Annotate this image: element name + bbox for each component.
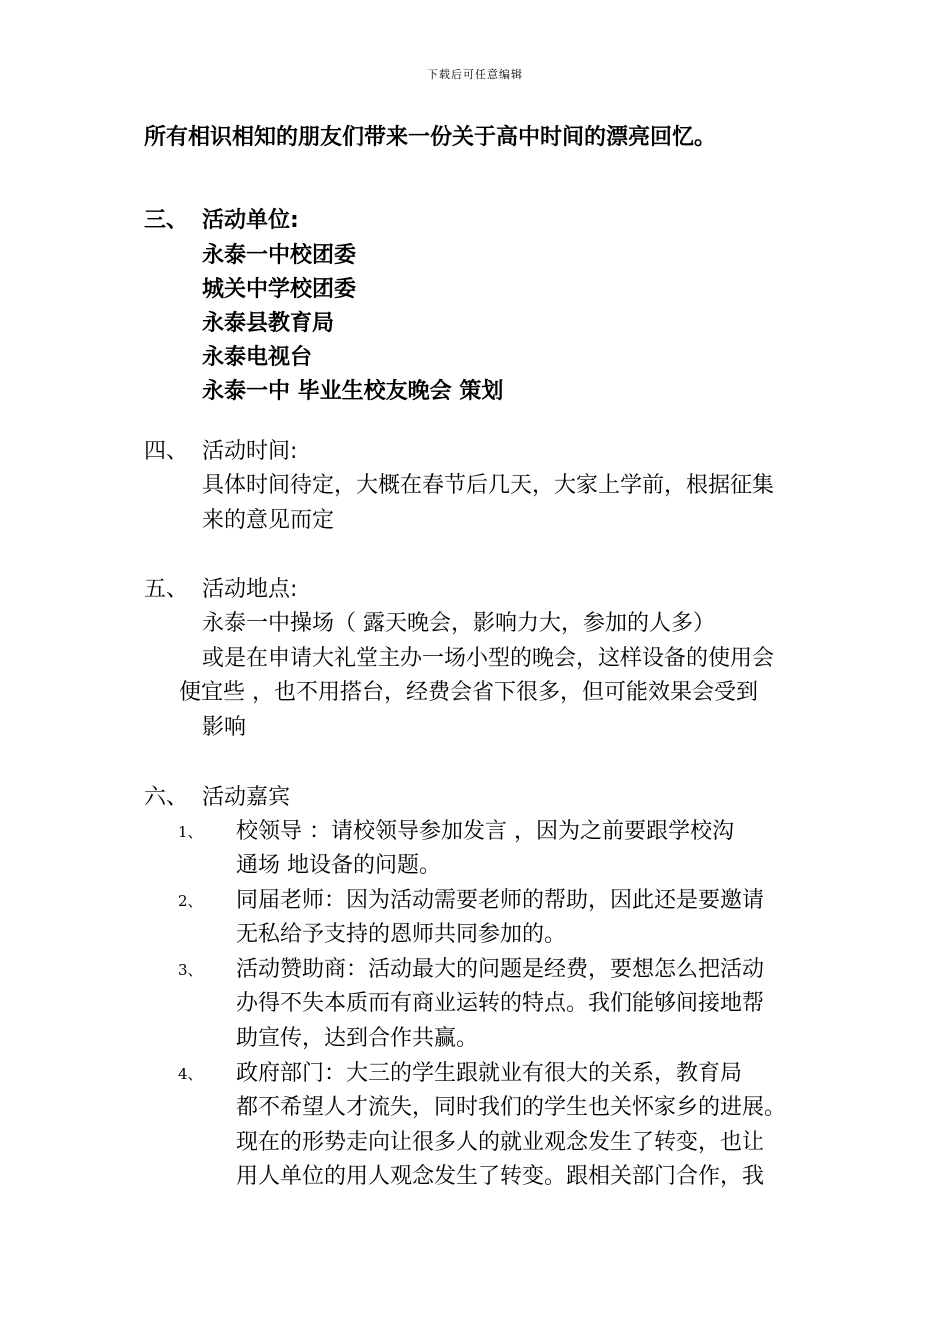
section-3-title: 活动单位: (202, 208, 299, 233)
unit-line: 永泰县教育局 (202, 311, 335, 336)
place-line: 永泰一中操场（ 露天晚会，影响力大，参加的人多） (202, 611, 715, 636)
guest-item-number: 2、 (178, 892, 203, 910)
time-line: 具体时间待定，大概在春节后几天，大家上学前，根据征集 (202, 473, 775, 498)
guest-item-line: 政府部门：大三的学生跟就业有很大的关系，教育局 (236, 1061, 743, 1086)
place-line: 影响 (202, 715, 247, 740)
guest-item-line: 都不希望人才流失，同时我们的学生也关怀家乡的进展。 (236, 1095, 787, 1120)
unit-line: 永泰一中 毕业生校友晚会 策划 (202, 379, 504, 404)
unit-line: 城关中学校团委 (202, 277, 357, 302)
guest-item-line: 校领导 ：请校领导参加发言 ，因为之前要跟学校沟 (236, 819, 734, 844)
section-3-number: 三、 (144, 208, 189, 233)
guest-item-line: 通场 地设备的问题。 (236, 853, 441, 878)
section-5-title: 活动地点: (202, 577, 298, 602)
section-6-number: 六、 (144, 785, 189, 810)
section-4-title: 活动时间: (202, 439, 298, 464)
guest-item-line: 办得不失本质而有商业运转的特点。我们能够间接地帮 (236, 991, 765, 1016)
guest-item-line: 无私给予支持的恩师共同参加的。 (236, 922, 567, 947)
guest-item-line: 活动赞助商：活动最大的问题是经费，要想怎么把活动 (236, 957, 765, 982)
section-4-number: 四、 (144, 439, 189, 464)
guest-item-number: 4、 (178, 1065, 203, 1083)
guest-item-number: 1、 (178, 823, 203, 841)
unit-line: 永泰电视台 (202, 345, 313, 370)
section-5-number: 五、 (144, 577, 189, 602)
place-line: 或是在申请大礼堂主办一场小型的晚会，这样设备的使用会 (202, 646, 775, 671)
intro-text: 所有相识相知的朋友们带来一份关于高中时间的漂亮回忆。 (144, 125, 717, 150)
guest-item-line: 同届老师：因为活动需要老师的帮助，因此还是要邀请 (236, 888, 765, 913)
guest-item-line: 助宣传，达到合作共赢。 (236, 1026, 479, 1051)
guest-item-line: 用人单位的用人观念发生了转变。跟相关部门合作，我 (236, 1164, 765, 1189)
section-6-title: 活动嘉宾 (202, 785, 291, 810)
time-line: 来的意见而定 (202, 508, 335, 533)
place-line: 便宜些 ，也不用搭台，经费会省下很多，但可能效果会受到 (179, 680, 758, 705)
guest-item-number: 3、 (178, 961, 203, 979)
guest-item-line: 现在的形势走向让很多人的就业观念发生了转变，也让 (236, 1130, 765, 1155)
unit-line: 永泰一中校团委 (202, 243, 357, 268)
page-header: 下载后可任意编辑 (427, 68, 523, 81)
